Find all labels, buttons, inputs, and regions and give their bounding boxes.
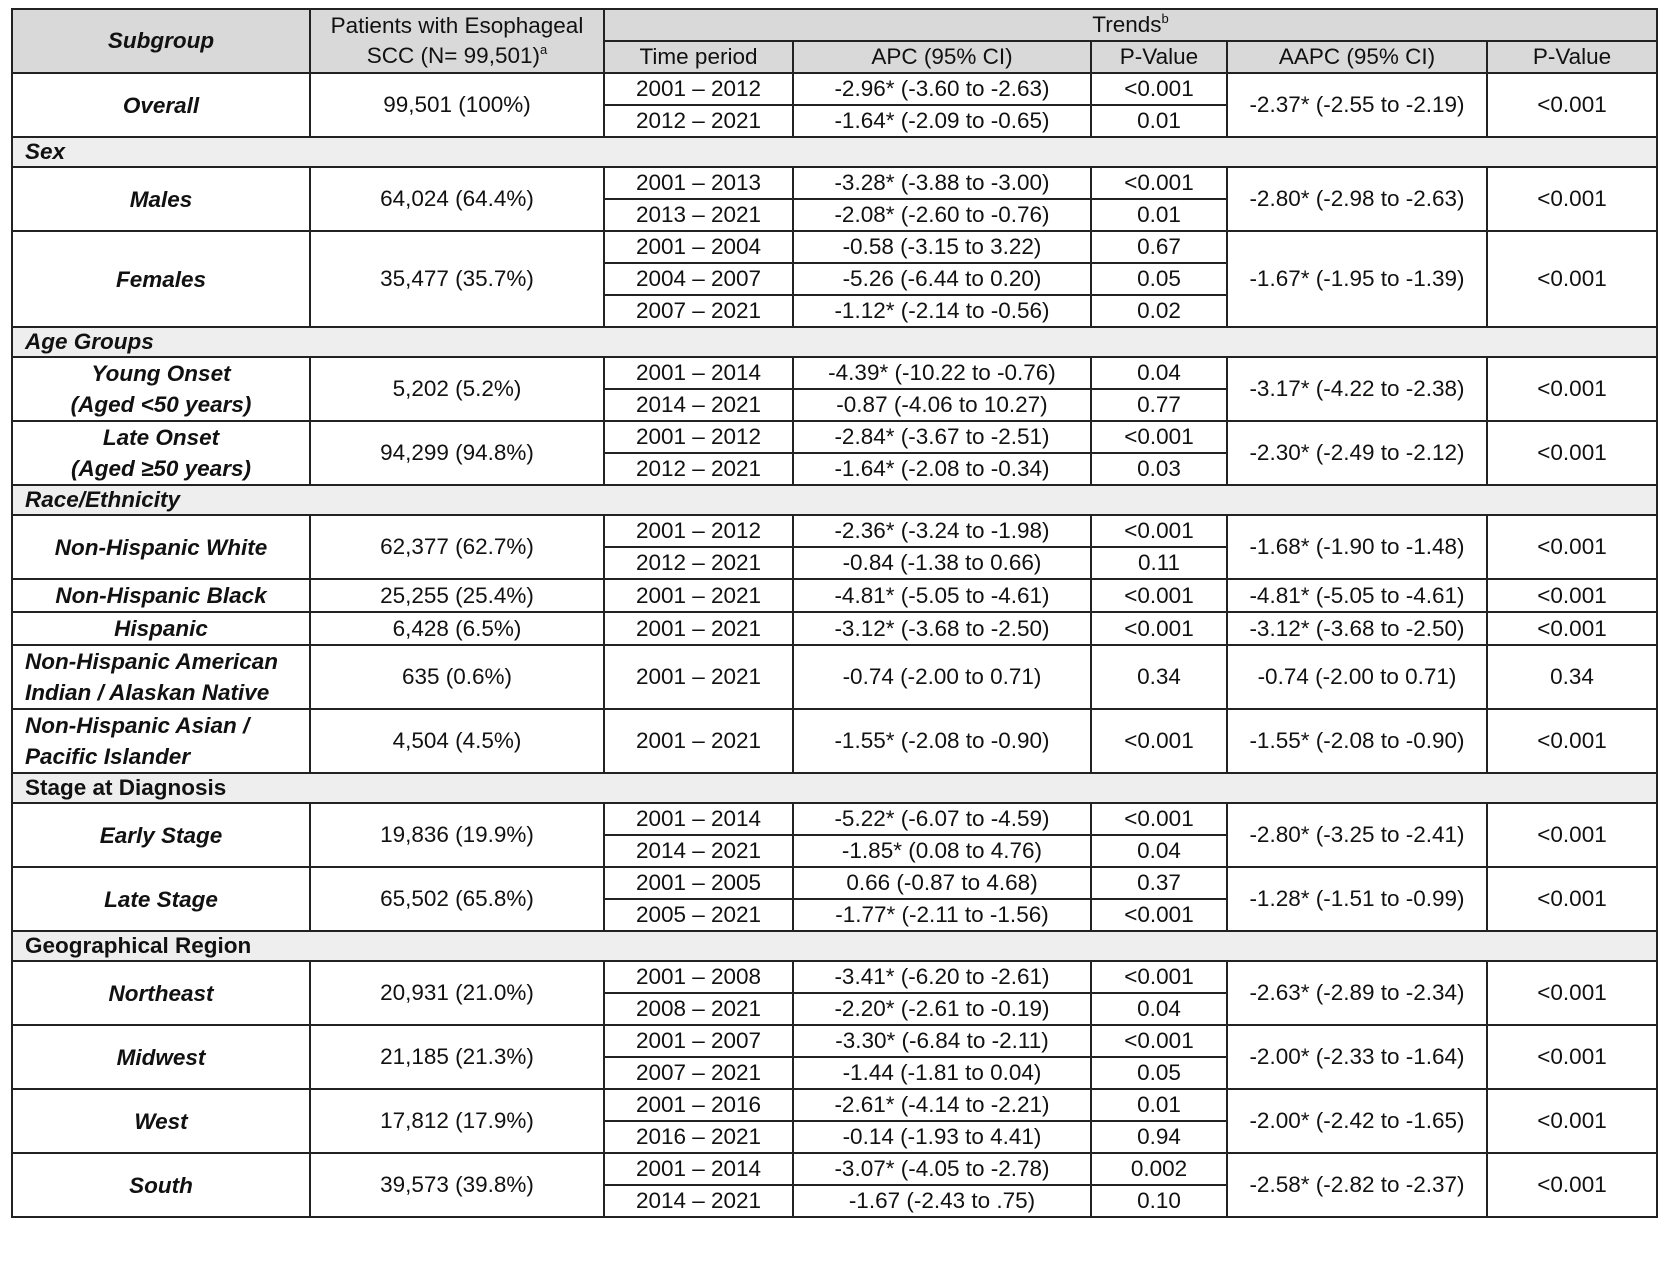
subgroup-label-line-2: Indian / Alaskan Native bbox=[25, 680, 270, 705]
subgroup-label-line-1: Northeast bbox=[108, 980, 214, 1006]
table-row bbox=[12, 421, 1657, 453]
header-row-1 bbox=[12, 9, 1657, 41]
table-body bbox=[12, 73, 1657, 1217]
time-period: 2007 – 2021 bbox=[604, 295, 793, 327]
time-period: 2001 – 2004 bbox=[604, 231, 793, 263]
subgroup-label bbox=[12, 231, 310, 327]
section-header-row bbox=[12, 327, 1657, 357]
subgroup-label bbox=[12, 515, 310, 579]
trends-header: Trends$^b$ bbox=[604, 9, 1657, 41]
apc-p-value: 0.05 bbox=[1091, 263, 1227, 295]
time-period: 2005 – 2021 bbox=[604, 899, 793, 931]
apc-p-value: <0.001 bbox=[1091, 167, 1227, 199]
subgroup-label-line-1: Hispanic bbox=[114, 616, 208, 641]
section-header-row bbox=[12, 137, 1657, 167]
aapc-value: -2.63* (-2.89 to -2.34) bbox=[1227, 961, 1487, 1025]
apc-value: -2.84* (-3.67 to -2.51) bbox=[793, 421, 1091, 453]
table-row bbox=[12, 612, 1657, 645]
apc-header: APC (95% CI) bbox=[793, 41, 1091, 73]
subgroup-label bbox=[12, 579, 310, 612]
aapc-p-value: <0.001 bbox=[1487, 579, 1657, 612]
aapc-value: -2.00* (-2.42 to -1.65) bbox=[1227, 1089, 1487, 1153]
subgroup-label-line-1: South bbox=[129, 1172, 193, 1198]
subgroup-label-line-1: Non-Hispanic American bbox=[25, 649, 278, 674]
apc-p-value: 0.05 bbox=[1091, 1057, 1227, 1089]
section-title: Stage at Diagnosis bbox=[12, 773, 1657, 803]
subgroup-label bbox=[12, 612, 310, 645]
apc-value: -1.55* (-2.08 to -0.90) bbox=[793, 709, 1091, 773]
apc-p-value: <0.001 bbox=[1091, 961, 1227, 993]
apc-p-value: 0.94 bbox=[1091, 1121, 1227, 1153]
aapc-p-value: <0.001 bbox=[1487, 803, 1657, 867]
aapc-value: -1.67* (-1.95 to -1.39) bbox=[1227, 231, 1487, 327]
aapc-p-value: <0.001 bbox=[1487, 612, 1657, 645]
aapc-value: -3.12* (-3.68 to -2.50) bbox=[1227, 612, 1487, 645]
time-period: 2001 – 2021 bbox=[604, 579, 793, 612]
aapc-p-value: <0.001 bbox=[1487, 1153, 1657, 1217]
apc-value: -3.30* (-6.84 to -2.11) bbox=[793, 1025, 1091, 1057]
time-period: 2001 – 2021 bbox=[604, 645, 793, 709]
apc-p-value: 0.01 bbox=[1091, 199, 1227, 231]
apc-value: -3.07* (-4.05 to -2.78) bbox=[793, 1153, 1091, 1185]
apc-p-value: <0.001 bbox=[1091, 421, 1227, 453]
patients-count: 5,202 (5.2%) bbox=[310, 357, 604, 421]
apc-value: -0.14 (-1.93 to 4.41) bbox=[793, 1121, 1091, 1153]
apc-p-value: 0.03 bbox=[1091, 453, 1227, 485]
apc-p-value: 0.10 bbox=[1091, 1185, 1227, 1217]
subgroup-header: Subgroup bbox=[12, 9, 310, 73]
subgroup-label bbox=[12, 645, 310, 709]
time-period: 2012 – 2021 bbox=[604, 105, 793, 137]
apc-p-value: <0.001 bbox=[1091, 1025, 1227, 1057]
patients-count: 25,255 (25.4%) bbox=[310, 579, 604, 612]
subgroup-label bbox=[12, 803, 310, 867]
subgroup-label-line-1: Overall bbox=[122, 92, 200, 118]
apc-p-value: 0.67 bbox=[1091, 231, 1227, 263]
time-period: 2001 – 2014 bbox=[604, 357, 793, 389]
aapc-value: -2.00* (-2.33 to -1.64) bbox=[1227, 1025, 1487, 1089]
subgroup-label bbox=[12, 961, 310, 1025]
apc-value: -0.58 (-3.15 to 3.22) bbox=[793, 231, 1091, 263]
patients-count: 94,299 (94.8%) bbox=[310, 421, 604, 485]
time-period: 2001 – 2014 bbox=[604, 1153, 793, 1185]
subgroup-label bbox=[12, 73, 310, 137]
apc-p-value: 0.01 bbox=[1091, 1089, 1227, 1121]
aapc-p-value: <0.001 bbox=[1487, 231, 1657, 327]
patients-count: 21,185 (21.3%) bbox=[310, 1025, 604, 1089]
subgroup-label-line-1: Females bbox=[115, 266, 207, 292]
apc-p-value: 0.002 bbox=[1091, 1153, 1227, 1185]
time-period: 2007 – 2021 bbox=[604, 1057, 793, 1089]
time-period: 2001 – 2021 bbox=[604, 612, 793, 645]
aapc-value: -0.74 (-2.00 to 0.71) bbox=[1227, 645, 1487, 709]
patients-count: 39,573 (39.8%) bbox=[310, 1153, 604, 1217]
trends-table bbox=[11, 8, 1658, 1218]
apc-p-value: <0.001 bbox=[1091, 612, 1227, 645]
aapc-value: -2.80* (-3.25 to -2.41) bbox=[1227, 803, 1487, 867]
apc-value: -1.67 (-2.43 to .75) bbox=[793, 1185, 1091, 1217]
time-period-header: Time period bbox=[604, 41, 793, 73]
section-title: Race/Ethnicity bbox=[12, 485, 1657, 515]
subgroup-label-line-1: Non-Hispanic Asian / bbox=[25, 713, 250, 738]
aapc-p-value: <0.001 bbox=[1487, 867, 1657, 931]
apc-p-value: 0.02 bbox=[1091, 295, 1227, 327]
apc-p-value: 0.11 bbox=[1091, 547, 1227, 579]
apc-p-value: <0.001 bbox=[1091, 899, 1227, 931]
apc-p-value: 0.77 bbox=[1091, 389, 1227, 421]
subgroup-label-line-1: Non-Hispanic White bbox=[54, 534, 268, 560]
table-row bbox=[12, 357, 1657, 389]
table-row bbox=[12, 231, 1657, 263]
apc-value: -1.77* (-2.11 to -1.56) bbox=[793, 899, 1091, 931]
section-header-row bbox=[12, 485, 1657, 515]
time-period: 2001 – 2013 bbox=[604, 167, 793, 199]
patients-count: 19,836 (19.9%) bbox=[310, 803, 604, 867]
apc-value: -5.26 (-6.44 to 0.20) bbox=[793, 263, 1091, 295]
table-row bbox=[12, 167, 1657, 199]
section-title: Age Groups bbox=[12, 327, 1657, 357]
patients-count: 62,377 (62.7%) bbox=[310, 515, 604, 579]
patients-count: 35,477 (35.7%) bbox=[310, 231, 604, 327]
p-value-header: P-Value bbox=[1091, 41, 1227, 73]
aapc-p-value: <0.001 bbox=[1487, 421, 1657, 485]
table-row bbox=[12, 515, 1657, 547]
apc-value: -2.08* (-2.60 to -0.76) bbox=[793, 199, 1091, 231]
section-title: Geographical Region bbox=[12, 931, 1657, 961]
aapc-value: -3.17* (-4.22 to -2.38) bbox=[1227, 357, 1487, 421]
aapc-value: -2.58* (-2.82 to -2.37) bbox=[1227, 1153, 1487, 1217]
apc-p-value: <0.001 bbox=[1091, 579, 1227, 612]
apc-value: -5.22* (-6.07 to -4.59) bbox=[793, 803, 1091, 835]
patients-count: 65,502 (65.8%) bbox=[310, 867, 604, 931]
aapc-value: -1.55* (-2.08 to -0.90) bbox=[1227, 709, 1487, 773]
apc-p-value: 0.04 bbox=[1091, 357, 1227, 389]
aapc-p-value-header: P-Value bbox=[1487, 41, 1657, 73]
apc-p-value: 0.04 bbox=[1091, 835, 1227, 867]
table-container bbox=[11, 8, 1658, 1218]
subgroup-label bbox=[12, 1025, 310, 1089]
patients-count: 6,428 (6.5%) bbox=[310, 612, 604, 645]
patients-count: 99,501 (100%) bbox=[310, 73, 604, 137]
aapc-p-value: <0.001 bbox=[1487, 1089, 1657, 1153]
subgroup-label-line-1: Males bbox=[129, 186, 193, 212]
table-row bbox=[12, 803, 1657, 835]
patients-count: 635 (0.6%) bbox=[310, 645, 604, 709]
apc-value: -2.61* (-4.14 to -2.21) bbox=[793, 1089, 1091, 1121]
patients-header: Patients with Esophageal SCC (N= 99,501)$^a$ bbox=[310, 9, 604, 73]
apc-p-value: <0.001 bbox=[1091, 709, 1227, 773]
time-period: 2004 – 2007 bbox=[604, 263, 793, 295]
time-period: 2001 – 2008 bbox=[604, 961, 793, 993]
apc-value: -2.36* (-3.24 to -1.98) bbox=[793, 515, 1091, 547]
table-row bbox=[12, 867, 1657, 899]
apc-p-value: 0.37 bbox=[1091, 867, 1227, 899]
apc-value: -1.12* (-2.14 to -0.56) bbox=[793, 295, 1091, 327]
time-period: 2012 – 2021 bbox=[604, 453, 793, 485]
table-row bbox=[12, 709, 1657, 773]
subgroup-label-line-2: Pacific Islander bbox=[25, 744, 191, 769]
subgroup-label-line-1: Early Stage bbox=[99, 822, 223, 848]
subgroup-label-line-1: Late Onset bbox=[102, 425, 220, 450]
table-row bbox=[12, 1089, 1657, 1121]
table-row bbox=[12, 961, 1657, 993]
subgroup-label bbox=[12, 421, 310, 485]
patients-count: 17,812 (17.9%) bbox=[310, 1089, 604, 1153]
table-row bbox=[12, 1153, 1657, 1185]
subgroup-label-line-1: Young Onset bbox=[91, 361, 231, 386]
time-period: 2001 – 2016 bbox=[604, 1089, 793, 1121]
time-period: 2001 – 2005 bbox=[604, 867, 793, 899]
time-period: 2001 – 2007 bbox=[604, 1025, 793, 1057]
apc-p-value: <0.001 bbox=[1091, 73, 1227, 105]
time-period: 2014 – 2021 bbox=[604, 835, 793, 867]
table-header bbox=[12, 9, 1657, 73]
time-period: 2013 – 2021 bbox=[604, 199, 793, 231]
table-row bbox=[12, 73, 1657, 105]
apc-value: -1.64* (-2.09 to -0.65) bbox=[793, 105, 1091, 137]
apc-p-value: 0.04 bbox=[1091, 993, 1227, 1025]
subgroup-label-line-1: West bbox=[134, 1108, 188, 1134]
aapc-p-value: <0.001 bbox=[1487, 357, 1657, 421]
subgroup-label-line-2: (Aged <50 years) bbox=[70, 392, 252, 417]
apc-value: -0.87 (-4.06 to 10.27) bbox=[793, 389, 1091, 421]
section-title: Sex bbox=[12, 137, 1657, 167]
apc-value: -1.44 (-1.81 to 0.04) bbox=[793, 1057, 1091, 1089]
section-header-row bbox=[12, 931, 1657, 961]
aapc-p-value: <0.001 bbox=[1487, 515, 1657, 579]
apc-value: -1.85* (0.08 to 4.76) bbox=[793, 835, 1091, 867]
subgroup-label bbox=[12, 1089, 310, 1153]
subgroup-label bbox=[12, 867, 310, 931]
apc-p-value: <0.001 bbox=[1091, 515, 1227, 547]
subgroup-label bbox=[12, 1153, 310, 1217]
apc-value: -2.96* (-3.60 to -2.63) bbox=[793, 73, 1091, 105]
aapc-p-value: <0.001 bbox=[1487, 1025, 1657, 1089]
table-row bbox=[12, 645, 1657, 709]
table-row bbox=[12, 1025, 1657, 1057]
apc-value: -3.28* (-3.88 to -3.00) bbox=[793, 167, 1091, 199]
apc-value: -3.41* (-6.20 to -2.61) bbox=[793, 961, 1091, 993]
section-header-row bbox=[12, 773, 1657, 803]
apc-value: -3.12* (-3.68 to -2.50) bbox=[793, 612, 1091, 645]
time-period: 2001 – 2012 bbox=[604, 73, 793, 105]
apc-value: -2.20* (-2.61 to -0.19) bbox=[793, 993, 1091, 1025]
aapc-p-value: 0.34 bbox=[1487, 645, 1657, 709]
time-period: 2012 – 2021 bbox=[604, 547, 793, 579]
time-period: 2001 – 2014 bbox=[604, 803, 793, 835]
time-period: 2001 – 2012 bbox=[604, 515, 793, 547]
time-period: 2001 – 2021 bbox=[604, 709, 793, 773]
apc-value: -1.64* (-2.08 to -0.34) bbox=[793, 453, 1091, 485]
subgroup-label bbox=[12, 167, 310, 231]
aapc-header: AAPC (95% CI) bbox=[1227, 41, 1487, 73]
apc-p-value: <0.001 bbox=[1091, 803, 1227, 835]
subgroup-label bbox=[12, 709, 310, 773]
apc-p-value: 0.01 bbox=[1091, 105, 1227, 137]
apc-value: -4.39* (-10.22 to -0.76) bbox=[793, 357, 1091, 389]
time-period: 2001 – 2012 bbox=[604, 421, 793, 453]
time-period: 2016 – 2021 bbox=[604, 1121, 793, 1153]
aapc-p-value: <0.001 bbox=[1487, 167, 1657, 231]
aapc-value: -1.28* (-1.51 to -0.99) bbox=[1227, 867, 1487, 931]
patients-count: 4,504 (4.5%) bbox=[310, 709, 604, 773]
subgroup-label-line-1: Midwest bbox=[116, 1044, 206, 1070]
aapc-value: -2.37* (-2.55 to -2.19) bbox=[1227, 73, 1487, 137]
aapc-value: -2.80* (-2.98 to -2.63) bbox=[1227, 167, 1487, 231]
table-row bbox=[12, 579, 1657, 612]
time-period: 2008 – 2021 bbox=[604, 993, 793, 1025]
aapc-p-value: <0.001 bbox=[1487, 709, 1657, 773]
aapc-value: -4.81* (-5.05 to -4.61) bbox=[1227, 579, 1487, 612]
apc-value: -4.81* (-5.05 to -4.61) bbox=[793, 579, 1091, 612]
aapc-value: -2.30* (-2.49 to -2.12) bbox=[1227, 421, 1487, 485]
apc-value: -0.84 (-1.38 to 0.66) bbox=[793, 547, 1091, 579]
aapc-p-value: <0.001 bbox=[1487, 961, 1657, 1025]
aapc-p-value: <0.001 bbox=[1487, 73, 1657, 137]
apc-p-value: 0.34 bbox=[1091, 645, 1227, 709]
subgroup-label-line-2: (Aged ≥50 years) bbox=[71, 456, 251, 481]
patients-count: 64,024 (64.4%) bbox=[310, 167, 604, 231]
time-period: 2014 – 2021 bbox=[604, 389, 793, 421]
subgroup-label-line-1: Non-Hispanic Black bbox=[55, 583, 267, 608]
subgroup-label-line-1: Late Stage bbox=[104, 886, 218, 912]
apc-value: 0.66 (-0.87 to 4.68) bbox=[793, 867, 1091, 899]
aapc-value: -1.68* (-1.90 to -1.48) bbox=[1227, 515, 1487, 579]
patients-count: 20,931 (21.0%) bbox=[310, 961, 604, 1025]
time-period: 2014 – 2021 bbox=[604, 1185, 793, 1217]
apc-value: -0.74 (-2.00 to 0.71) bbox=[793, 645, 1091, 709]
subgroup-label bbox=[12, 357, 310, 421]
